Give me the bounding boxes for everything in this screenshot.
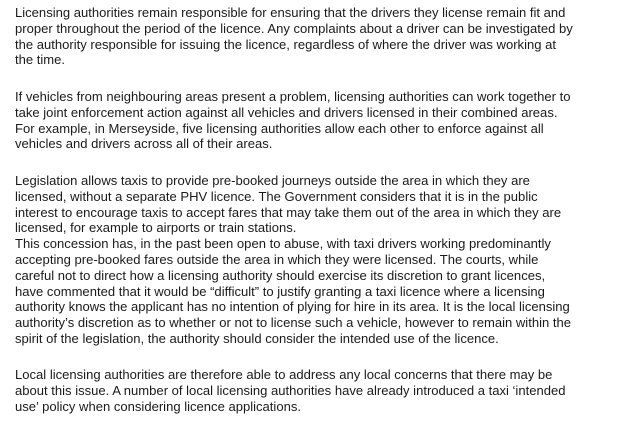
text-line: This concession has, in the past been open to abuse, with taxi drivers working predominantly [15,236,551,252]
paragraph-local-concerns [15,367,566,414]
text-line: licensed, for example to airports or train stations. [15,220,297,236]
text-line: careful not to direct how a licensing authority should exercise its discretion to grant licences, [15,267,546,283]
paragraph-joint-enforcement [15,89,571,152]
text-line: take joint enforcement action against all vehicles and drivers licensed in their combined areas. [15,104,558,120]
text-line: If vehicles from neighbouring areas present a problem, licensing authorities can work together to [15,89,571,104]
text-line: spirit of the legislation, the authority should consider the intended use of the licence. [15,330,499,346]
text-line: use’ policy when considering licence applications. [15,398,301,414]
text-line: Licensing authorities remain responsible for ensuring that the drivers they license remain fit and [15,5,566,20]
text-line: Local licensing authorities are therefore able to address any local concerns that there may be [15,367,553,382]
text-line: authority knows the applicant has no intention of plying for hire in its area. It is the local licensing [15,299,570,315]
text-line: proper throughout the period of the licence. Any complaints about a driver can be investigated by [15,20,573,36]
text-line: licensed, without a separate PHV licence. The Government considers that it is in the public [15,188,538,204]
text-line: have commented that it would be “difficult” to justify granting a taxi licence where a licensing [15,283,545,299]
text-line: Legislation allows taxis to provide pre-booked journeys outside the area in which they are [15,173,530,188]
text-line: vehicles and drivers across all of their areas. [15,136,273,152]
text-line: For example, in Merseyside, five licensing authorities allow each other to enforce against all [15,120,544,136]
text-line: interest to encourage taxis to accept fares that may take them out of the area in which they are [15,204,562,220]
text-line: the authority responsible for issuing the licence, regardless of where the driver was working at [15,36,556,52]
text-line: the time. [15,52,66,68]
paragraph-licensing-responsibility [15,5,573,68]
text-line: about this issue. A number of local licensing authorities have already introduced a taxi ‘intended [15,382,566,398]
paragraph-pre-booked-journeys [15,173,571,347]
text-line: accepting pre-booked fares outside the area in which they were licensed. The courts, while [15,251,539,267]
text-line: authority’s discretion as to whether or not to license such a vehicle, however to remain within the [15,315,571,331]
